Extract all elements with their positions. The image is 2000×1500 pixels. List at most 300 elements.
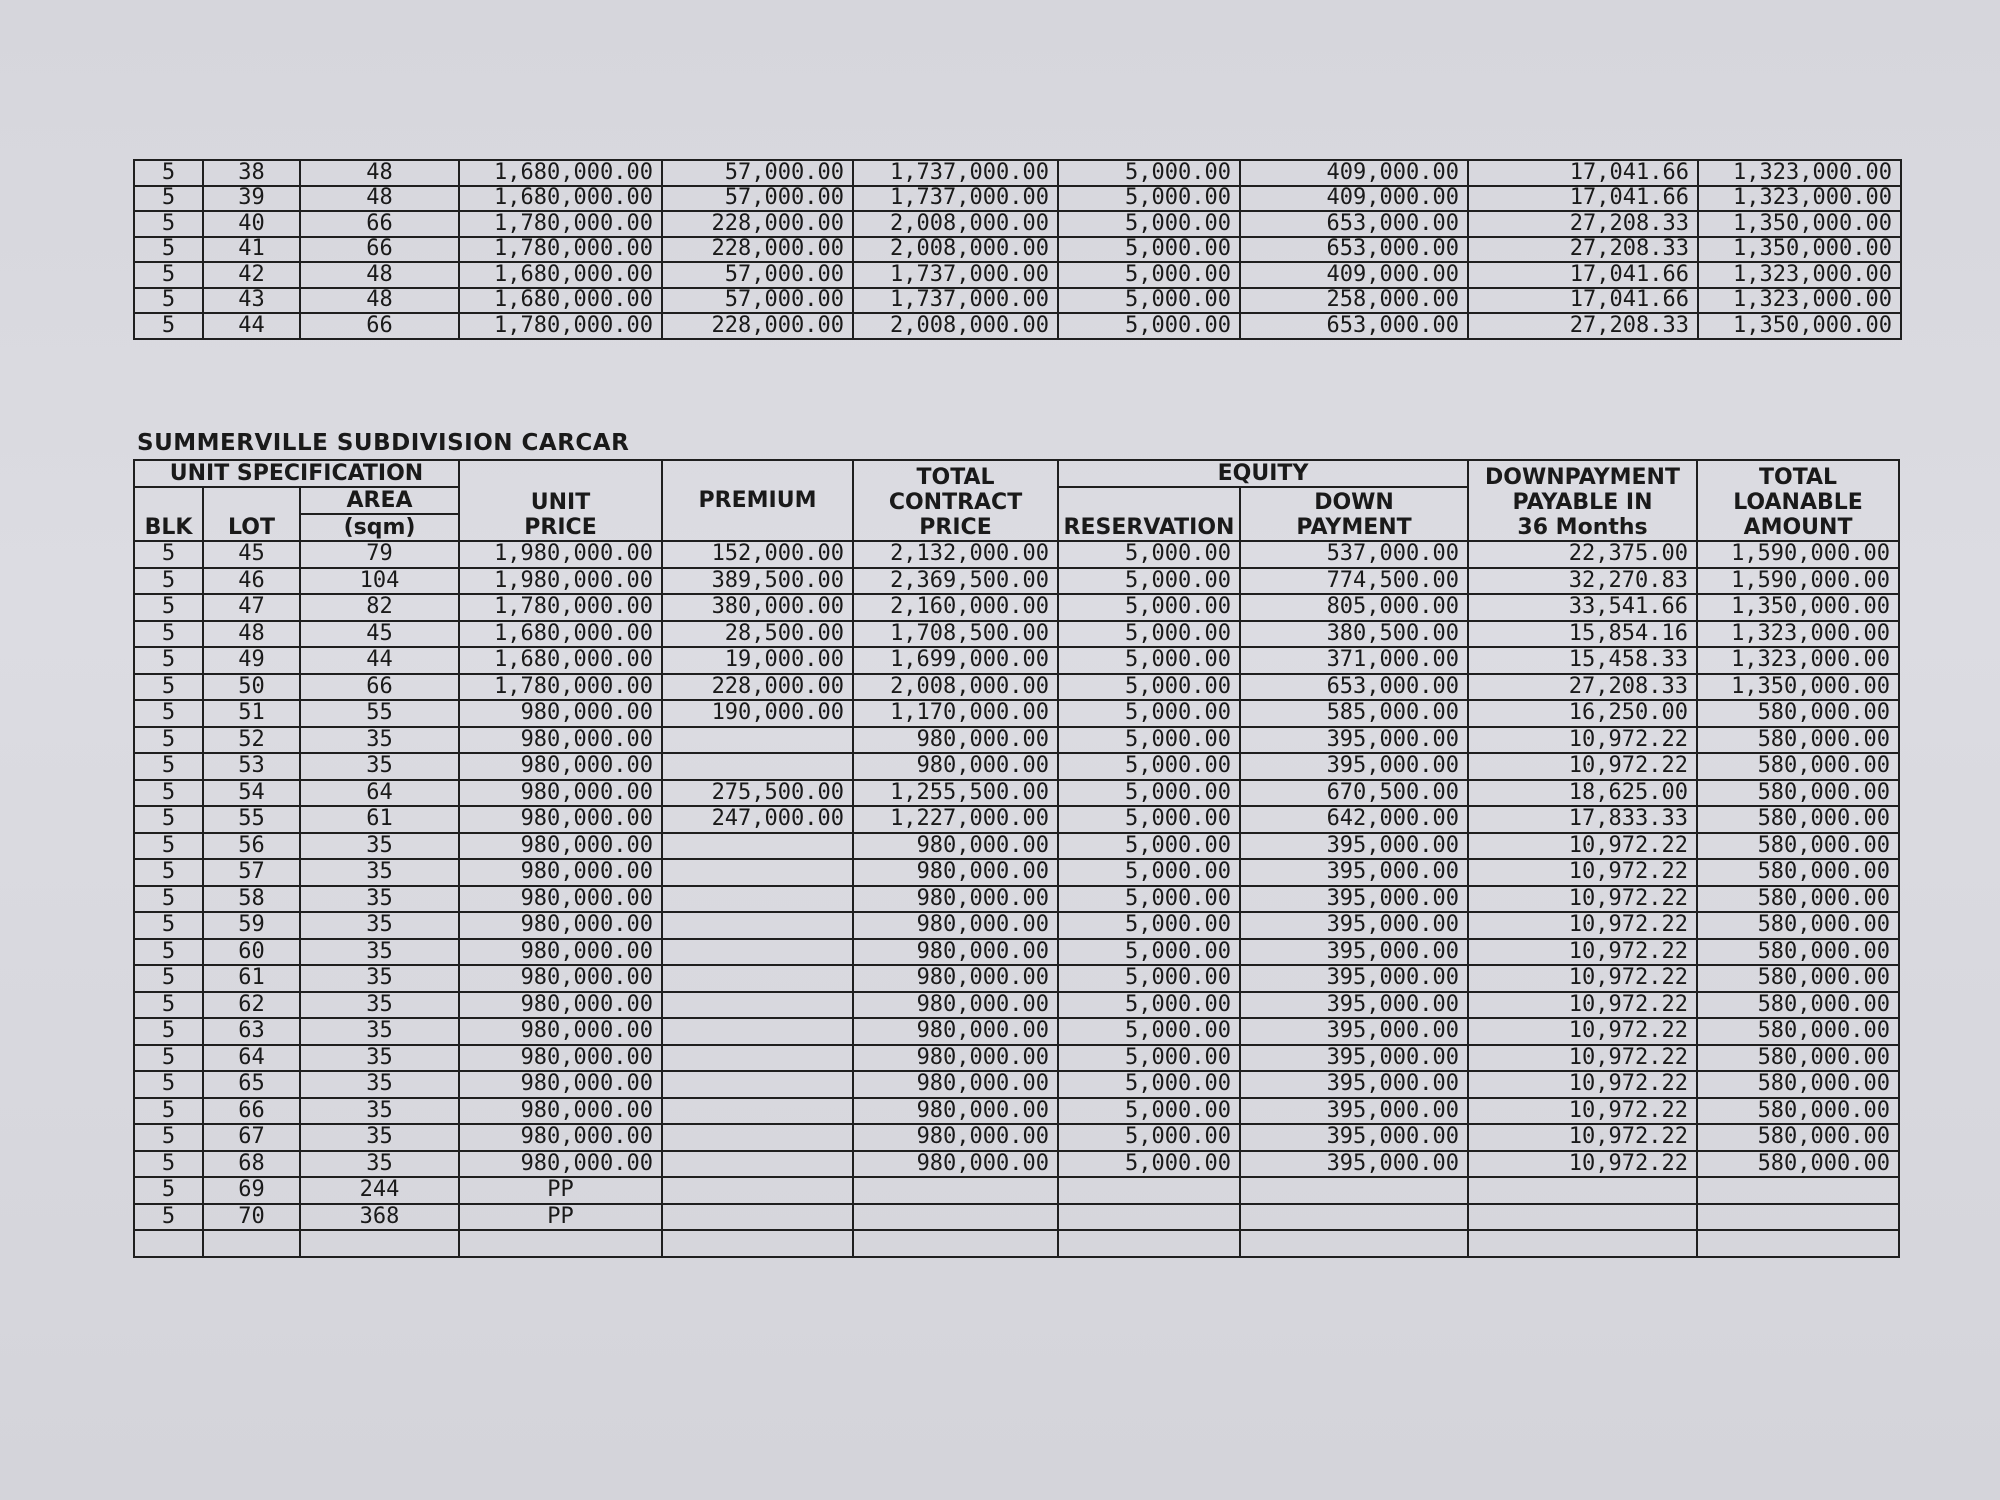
table-cell: 1,780,000.00: [459, 237, 662, 263]
table-cell: 5,000.00: [1058, 1098, 1240, 1125]
table-cell: [662, 992, 853, 1019]
table-cell: [1697, 1204, 1899, 1231]
table-cell: 54: [203, 780, 300, 807]
table-cell: [1697, 1177, 1899, 1204]
table-row: [134, 541, 1899, 568]
table-cell: 5,000.00: [1058, 1124, 1240, 1151]
table-cell: 152,000.00: [662, 541, 853, 568]
table-cell: 35: [300, 753, 459, 780]
table-cell: 35: [300, 1151, 459, 1178]
header-lot: LOT: [203, 487, 300, 541]
table-row: [134, 1204, 1899, 1231]
table-cell: 5,000.00: [1058, 647, 1240, 674]
table-cell: 580,000.00: [1697, 1124, 1899, 1151]
table-cell: 5: [134, 1177, 203, 1204]
table-cell: 5: [134, 160, 203, 186]
top-price-table: [133, 159, 1902, 340]
table-cell: 10,972.22: [1468, 1151, 1697, 1178]
table-cell: 10,972.22: [1468, 939, 1697, 966]
table-cell: 48: [203, 621, 300, 648]
table-cell: 17,041.66: [1468, 262, 1698, 288]
table-cell: 580,000.00: [1697, 833, 1899, 860]
table-cell: 17,041.66: [1468, 186, 1698, 212]
table-cell: 2,132,000.00: [853, 541, 1058, 568]
table-cell: 247,000.00: [662, 806, 853, 833]
table-cell: [662, 1230, 853, 1257]
table-cell: 1,780,000.00: [459, 313, 662, 339]
table-cell: [662, 859, 853, 886]
table-cell: [662, 833, 853, 860]
table-cell: 48: [300, 160, 459, 186]
table-cell: 1,590,000.00: [1697, 568, 1899, 595]
table-cell: 5,000.00: [1058, 939, 1240, 966]
table-cell: 395,000.00: [1240, 859, 1468, 886]
table-cell: 580,000.00: [1697, 1071, 1899, 1098]
table-cell: 5: [134, 806, 203, 833]
table-cell: 66: [300, 237, 459, 263]
table-cell: 5: [134, 674, 203, 701]
table-cell: 10,972.22: [1468, 912, 1697, 939]
table-cell: 5,000.00: [1058, 859, 1240, 886]
table-cell: 5,000.00: [1058, 568, 1240, 595]
table-cell: [1240, 1230, 1468, 1257]
table-cell: PP: [459, 1204, 662, 1231]
table-cell: 35: [300, 859, 459, 886]
table-cell: 5: [134, 727, 203, 754]
table-row: [134, 1071, 1899, 1098]
table-cell: [459, 1230, 662, 1257]
table-cell: 44: [203, 313, 300, 339]
table-cell: 5,000.00: [1058, 674, 1240, 701]
table-cell: 35: [300, 1098, 459, 1125]
table-cell: 5,000.00: [1058, 541, 1240, 568]
table-cell: 104: [300, 568, 459, 595]
table-cell: 1,350,000.00: [1698, 237, 1901, 263]
table-cell: 5: [134, 1045, 203, 1072]
table-cell: 5,000.00: [1058, 780, 1240, 807]
table-cell: [1058, 1204, 1240, 1231]
table-cell: 980,000.00: [853, 886, 1058, 913]
table-cell: 980,000.00: [853, 753, 1058, 780]
table-cell: 55: [300, 700, 459, 727]
table-cell: 580,000.00: [1697, 1098, 1899, 1125]
table-cell: 27,208.33: [1468, 313, 1698, 339]
table-cell: 980,000.00: [459, 939, 662, 966]
table-cell: 1,680,000.00: [459, 621, 662, 648]
table-cell: 61: [300, 806, 459, 833]
table-cell: 57,000.00: [662, 186, 853, 212]
table-cell: 5: [134, 313, 203, 339]
table-cell: 5: [134, 1151, 203, 1178]
table-row: [134, 1124, 1899, 1151]
table-cell: 371,000.00: [1240, 647, 1468, 674]
table-cell: [662, 1204, 853, 1231]
table-cell: 5: [134, 1071, 203, 1098]
table-cell: [662, 1098, 853, 1125]
table-cell: 380,500.00: [1240, 621, 1468, 648]
table-cell: 35: [300, 1071, 459, 1098]
table-cell: 190,000.00: [662, 700, 853, 727]
table-cell: 653,000.00: [1240, 237, 1468, 263]
table-cell: 5,000.00: [1058, 753, 1240, 780]
table-cell: 18,625.00: [1468, 780, 1697, 807]
table-cell: 580,000.00: [1697, 1045, 1899, 1072]
table-cell: 380,000.00: [662, 594, 853, 621]
header-premium: PREMIUM: [662, 460, 853, 541]
table-cell: 10,972.22: [1468, 1045, 1697, 1072]
table-cell: 5,000.00: [1058, 313, 1240, 339]
table-cell: 5,000.00: [1058, 160, 1240, 186]
table-cell: 1,323,000.00: [1697, 621, 1899, 648]
table-row: [134, 237, 1901, 263]
table-cell: 19,000.00: [662, 647, 853, 674]
header-total-loanable-amount: TOTAL LOANABLE AMOUNT: [1697, 460, 1899, 541]
table-cell: 980,000.00: [459, 1045, 662, 1072]
table-cell: 580,000.00: [1697, 912, 1899, 939]
table-cell: [1468, 1204, 1697, 1231]
table-cell: 395,000.00: [1240, 1045, 1468, 1072]
table-cell: [1468, 1230, 1697, 1257]
table-cell: 82: [300, 594, 459, 621]
table-row: [134, 211, 1901, 237]
table-cell: 47: [203, 594, 300, 621]
table-cell: 1,323,000.00: [1698, 288, 1901, 314]
table-row: [134, 912, 1899, 939]
table-cell: 15,458.33: [1468, 647, 1697, 674]
table-cell: 1,980,000.00: [459, 541, 662, 568]
summerville-price-table: [133, 459, 1900, 1258]
table-cell: 980,000.00: [853, 1124, 1058, 1151]
table-cell: 5: [134, 568, 203, 595]
table-cell: 46: [203, 568, 300, 595]
table-cell: 66: [203, 1098, 300, 1125]
table-cell: 1,590,000.00: [1697, 541, 1899, 568]
table-cell: 5,000.00: [1058, 1018, 1240, 1045]
table-cell: 5,000.00: [1058, 621, 1240, 648]
table-cell: 5: [134, 859, 203, 886]
table-cell: 5,000.00: [1058, 833, 1240, 860]
table-cell: 580,000.00: [1697, 780, 1899, 807]
table-cell: 57,000.00: [662, 160, 853, 186]
table-cell: 57: [203, 859, 300, 886]
table-cell: 1,699,000.00: [853, 647, 1058, 674]
table-cell: 67: [203, 1124, 300, 1151]
table-cell: 22,375.00: [1468, 541, 1697, 568]
table-cell: 15,854.16: [1468, 621, 1697, 648]
table-header: [134, 460, 1899, 541]
table-cell: 1,737,000.00: [853, 262, 1058, 288]
table-row: [134, 965, 1899, 992]
table-cell: 66: [300, 211, 459, 237]
table-cell: 980,000.00: [459, 1124, 662, 1151]
table-cell: [853, 1230, 1058, 1257]
table-cell: 980,000.00: [853, 939, 1058, 966]
table-cell: 44: [300, 647, 459, 674]
table-cell: 980,000.00: [459, 1098, 662, 1125]
table-cell: 5,000.00: [1058, 727, 1240, 754]
table-cell: [1058, 1230, 1240, 1257]
table-cell: 980,000.00: [853, 965, 1058, 992]
table-cell: 10,972.22: [1468, 753, 1697, 780]
header-reservation: RESERVATION: [1058, 487, 1240, 541]
table-row: [134, 186, 1901, 212]
table-cell: 368: [300, 1204, 459, 1231]
table-cell: 35: [300, 1124, 459, 1151]
table-cell: 5: [134, 541, 203, 568]
table-cell: [662, 1018, 853, 1045]
table-cell: 409,000.00: [1240, 186, 1468, 212]
table-cell: 1,323,000.00: [1697, 647, 1899, 674]
table-cell: 48: [300, 262, 459, 288]
table-cell: 5: [134, 939, 203, 966]
table-cell: [134, 1230, 203, 1257]
table-cell: 27,208.33: [1468, 674, 1697, 701]
table-cell: 653,000.00: [1240, 211, 1468, 237]
table-cell: [662, 1045, 853, 1072]
table-cell: 17,041.66: [1468, 160, 1698, 186]
table-cell: 1,737,000.00: [853, 186, 1058, 212]
table-cell: 980,000.00: [459, 833, 662, 860]
table-cell: 5: [134, 992, 203, 1019]
table-cell: 10,972.22: [1468, 1071, 1697, 1098]
table-cell: 50: [203, 674, 300, 701]
table-row: [134, 1177, 1899, 1204]
table-cell: 389,500.00: [662, 568, 853, 595]
table-cell: 5: [134, 621, 203, 648]
table-row: [134, 568, 1899, 595]
table-cell: 42: [203, 262, 300, 288]
table-cell: 1,350,000.00: [1698, 313, 1901, 339]
table-cell: 35: [300, 1045, 459, 1072]
table-cell: 1,323,000.00: [1698, 160, 1901, 186]
table-cell: 32,270.83: [1468, 568, 1697, 595]
table-cell: 66: [300, 313, 459, 339]
table-cell: 395,000.00: [1240, 886, 1468, 913]
table-cell: 580,000.00: [1697, 727, 1899, 754]
table-cell: 395,000.00: [1240, 1098, 1468, 1125]
table-cell: [662, 1071, 853, 1098]
table-cell: [662, 1124, 853, 1151]
table-cell: 1,680,000.00: [459, 288, 662, 314]
table-cell: 5,000.00: [1058, 186, 1240, 212]
table-cell: 2,008,000.00: [853, 211, 1058, 237]
table-cell: 580,000.00: [1697, 939, 1899, 966]
table-cell: 57,000.00: [662, 262, 853, 288]
table-cell: 2,008,000.00: [853, 674, 1058, 701]
table-cell: 5: [134, 833, 203, 860]
table-cell: 1,170,000.00: [853, 700, 1058, 727]
table-cell: 17,041.66: [1468, 288, 1698, 314]
table-cell: 41: [203, 237, 300, 263]
table-cell: [662, 1177, 853, 1204]
table-cell: 1,780,000.00: [459, 211, 662, 237]
table-cell: 5,000.00: [1058, 886, 1240, 913]
table-cell: 5,000.00: [1058, 806, 1240, 833]
table-cell: 5,000.00: [1058, 211, 1240, 237]
table-cell: 228,000.00: [662, 237, 853, 263]
table-cell: 5: [134, 186, 203, 212]
table-cell: 65: [203, 1071, 300, 1098]
table-cell: 63: [203, 1018, 300, 1045]
table-cell: 409,000.00: [1240, 262, 1468, 288]
table-row: [134, 859, 1899, 886]
header-unit-specification: UNIT SPECIFICATION: [134, 460, 459, 487]
header-blk: BLK: [134, 487, 203, 541]
table-cell: 35: [300, 912, 459, 939]
table-row: [134, 288, 1901, 314]
header-area: AREA: [300, 487, 459, 514]
table-cell: 1,680,000.00: [459, 160, 662, 186]
table-cell: 980,000.00: [459, 1018, 662, 1045]
table-cell: 1,350,000.00: [1697, 594, 1899, 621]
table-cell: 5,000.00: [1058, 992, 1240, 1019]
table-cell: 980,000.00: [459, 886, 662, 913]
table-cell: 52: [203, 727, 300, 754]
table-cell: 395,000.00: [1240, 833, 1468, 860]
table-cell: 40: [203, 211, 300, 237]
table-cell: 5: [134, 886, 203, 913]
table-cell: 980,000.00: [459, 1151, 662, 1178]
table-cell: 69: [203, 1177, 300, 1204]
table-cell: 45: [203, 541, 300, 568]
table-cell: 980,000.00: [459, 700, 662, 727]
table-cell: [853, 1177, 1058, 1204]
table-cell: 1,737,000.00: [853, 160, 1058, 186]
table-cell: 580,000.00: [1697, 1018, 1899, 1045]
table-cell: 79: [300, 541, 459, 568]
table-cell: 10,972.22: [1468, 727, 1697, 754]
table-cell: 5: [134, 1204, 203, 1231]
table-cell: 1,737,000.00: [853, 288, 1058, 314]
table-cell: [853, 1204, 1058, 1231]
table-cell: 48: [300, 186, 459, 212]
table-cell: 66: [300, 674, 459, 701]
table-cell: 10,972.22: [1468, 965, 1697, 992]
table-cell: 5: [134, 288, 203, 314]
table-cell: 2,160,000.00: [853, 594, 1058, 621]
table-cell: 27,208.33: [1468, 211, 1698, 237]
table-cell: 53: [203, 753, 300, 780]
table-cell: 1,980,000.00: [459, 568, 662, 595]
table-cell: 980,000.00: [853, 1071, 1058, 1098]
table-row: [134, 647, 1899, 674]
table-cell: 395,000.00: [1240, 727, 1468, 754]
table-cell: 27,208.33: [1468, 237, 1698, 263]
table-cell: 642,000.00: [1240, 806, 1468, 833]
table-row: [134, 1045, 1899, 1072]
table-cell: [1240, 1177, 1468, 1204]
table-cell: 5,000.00: [1058, 237, 1240, 263]
table-cell: 1,780,000.00: [459, 674, 662, 701]
table-row: [134, 621, 1899, 648]
table-cell: 10,972.22: [1468, 1124, 1697, 1151]
header-equity: EQUITY: [1058, 460, 1468, 487]
table-cell: 1,323,000.00: [1698, 186, 1901, 212]
table-cell: 980,000.00: [853, 992, 1058, 1019]
table-cell: 395,000.00: [1240, 939, 1468, 966]
table-cell: 60: [203, 939, 300, 966]
table-cell: 48: [300, 288, 459, 314]
table-cell: 5,000.00: [1058, 288, 1240, 314]
table-cell: [662, 886, 853, 913]
table-cell: 35: [300, 727, 459, 754]
table-cell: 35: [300, 886, 459, 913]
main-table-body: [134, 541, 1899, 1257]
table-cell: [662, 965, 853, 992]
table-row: [134, 262, 1901, 288]
table-cell: 980,000.00: [853, 1045, 1058, 1072]
table-cell: 409,000.00: [1240, 160, 1468, 186]
table-row: [134, 313, 1901, 339]
table-cell: 580,000.00: [1697, 700, 1899, 727]
table-row: [134, 594, 1899, 621]
table-row: [134, 674, 1899, 701]
table-cell: 2,008,000.00: [853, 313, 1058, 339]
table-cell: 16,250.00: [1468, 700, 1697, 727]
table-cell: 61: [203, 965, 300, 992]
table-cell: [662, 753, 853, 780]
header-total-contract-price: TOTAL CONTRACT PRICE: [853, 460, 1058, 541]
table-cell: 228,000.00: [662, 211, 853, 237]
table-row: [134, 833, 1899, 860]
table-row: [134, 886, 1899, 913]
table-cell: 980,000.00: [853, 1098, 1058, 1125]
table-cell: 5,000.00: [1058, 965, 1240, 992]
table-cell: 228,000.00: [662, 674, 853, 701]
table-cell: 1,227,000.00: [853, 806, 1058, 833]
table-cell: 5: [134, 647, 203, 674]
table-cell: 5,000.00: [1058, 1071, 1240, 1098]
table-cell: 228,000.00: [662, 313, 853, 339]
table-cell: 28,500.00: [662, 621, 853, 648]
table-cell: 58: [203, 886, 300, 913]
table-cell: 275,500.00: [662, 780, 853, 807]
table-cell: 10,972.22: [1468, 886, 1697, 913]
table-cell: 56: [203, 833, 300, 860]
table-cell: 805,000.00: [1240, 594, 1468, 621]
table-cell: 55: [203, 806, 300, 833]
table-cell: 38: [203, 160, 300, 186]
table-cell: 2,369,500.00: [853, 568, 1058, 595]
table-cell: 43: [203, 288, 300, 314]
table-cell: 10,972.22: [1468, 1098, 1697, 1125]
table-cell: 980,000.00: [459, 1071, 662, 1098]
table-cell: 980,000.00: [853, 912, 1058, 939]
table-cell: 1,680,000.00: [459, 186, 662, 212]
table-cell: 1,680,000.00: [459, 262, 662, 288]
table-cell: [662, 727, 853, 754]
table-cell: 395,000.00: [1240, 992, 1468, 1019]
table-cell: 62: [203, 992, 300, 1019]
table-cell: 5: [134, 753, 203, 780]
table-cell: 653,000.00: [1240, 313, 1468, 339]
table-cell: 33,541.66: [1468, 594, 1697, 621]
table-row: [134, 1098, 1899, 1125]
header-downpayment-payable: DOWNPAYMENT PAYABLE IN 36 Months: [1468, 460, 1697, 541]
table-cell: 585,000.00: [1240, 700, 1468, 727]
table-row: [134, 780, 1899, 807]
table-row: [134, 1230, 1899, 1257]
table-cell: 774,500.00: [1240, 568, 1468, 595]
table-cell: 980,000.00: [853, 833, 1058, 860]
table-row: [134, 727, 1899, 754]
table-row: [134, 700, 1899, 727]
table-cell: 5: [134, 1018, 203, 1045]
table-cell: 980,000.00: [853, 1018, 1058, 1045]
table-row: [134, 1151, 1899, 1178]
table-cell: [1058, 1177, 1240, 1204]
table-cell: 395,000.00: [1240, 1124, 1468, 1151]
